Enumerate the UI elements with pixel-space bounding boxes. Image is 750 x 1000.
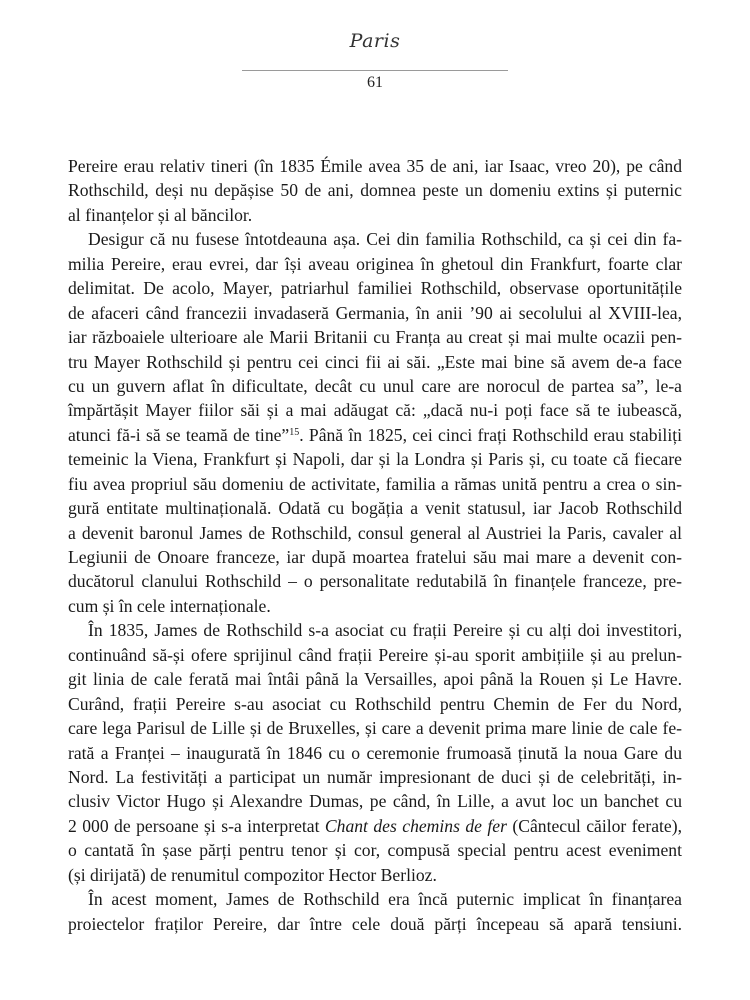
page-number: 61: [367, 74, 383, 91]
body-text: [68, 154, 682, 936]
text-line: proiectelor fraților Pereire, dar între cele două părți începeau să apară tensiuni.: [68, 913, 682, 934]
text-line: împărtășit Mayer fiilor săi și a mai adăugat că: „dacă nu-i poți face să te iubească,: [68, 400, 682, 421]
text-line: fiu avea propriul său domeniu de activitate, familia a rămas unită pentru a crea o sin-: [68, 473, 682, 494]
footnote-ref[interactable]: 15: [289, 426, 300, 438]
text-line: care lega Parisul de Lille și de Bruxelles, și care a devenit prima mare linie de cale fe-: [68, 718, 682, 739]
text-line: continuând să-și ofere sprijinul când frații Pereire și-au sporit ambițiile și au prelun-: [68, 644, 682, 665]
text-line: clusiv Victor Hugo și Alexandre Dumas, pe când, în Lille, a avut loc un banchet cu: [68, 791, 682, 812]
text-segment: atunci fă-i să se teamă de tine”: [68, 424, 290, 445]
paragraph-3: [68, 618, 682, 887]
text-line: cum și în cele internaționale.: [68, 595, 271, 616]
text-line-with-footnote: [68, 423, 682, 447]
paragraph-2: [68, 227, 682, 618]
text-line: milia Pereire, erau evrei, dar își aveau originea în ghetoul din Frankfurt, foarte clar: [68, 253, 682, 274]
paragraph-4: [68, 887, 682, 936]
text-line: Rothschild, deși nu depășise 50 de ani, domnea peste un domeniu extins și puternic: [68, 180, 682, 201]
text-line: Legiunii de Onoare franceze, iar după moartea fratelui său mai mare a devenit con-: [68, 547, 682, 567]
paragraph-1: [68, 154, 682, 227]
text-line: Desigur că nu fusese întotdeauna așa. Cei din familia Rothschild, ca și cei din fa-: [88, 229, 682, 250]
text-line: de afaceri când francezii invadaseră Germania, în anii ’90 ai secolului al XVIII-lea,: [68, 302, 682, 323]
header-rule: [242, 70, 508, 71]
text-line: iar războaiele ulterioare ale Marii Britanii cu Franța au creat și mai multe ocazii pen-: [68, 327, 682, 348]
text-line: git linia de cale ferată mai întâi până la Versailles, apoi până la Rouen și Le Havre.: [68, 669, 682, 690]
text-line: Nord. La festivități a participat un număr impresionant de duci și de celebrități, in-: [68, 766, 682, 787]
text-segment: 2 000 de persoane și s-a interpretat: [68, 815, 325, 836]
text-line: rată a Franței – inaugurată în 1846 cu o ceremonie frumoasă ținută la noua Gare du: [68, 742, 682, 763]
running-head-title: Paris: [349, 30, 401, 52]
text-line: (și dirijată) de renumitul compozitor Hector Berlioz.: [68, 864, 437, 885]
text-line: gură entitate multinațională. Odată cu bogăția a venit statusul, iar Jacob Rothschild: [68, 498, 682, 519]
text-line: o cantată în șase părți pentru tenor și cor, compusă special pentru acest eveniment: [68, 840, 682, 861]
text-line: tru Mayer Rothschild și pentru cei cinci fii ai săi. „Este mai bine să avem de-a face: [68, 351, 682, 372]
text-line: ducătorul clanului Rothschild – o personalitate redutabilă în finanțele franceze, pre-: [68, 571, 682, 592]
work-title: Chant des chemins de fer: [324, 815, 507, 836]
text-line: cu un guvern aflat în dificultate, decât cu unul care are norocul de partea sa”, le-a: [68, 375, 682, 396]
text-segment: . Până în 1825, cei cinci frați Rothschild erau stabiliți: [299, 424, 682, 445]
text-line: al finanțelor și al băncilor.: [68, 204, 253, 225]
text-line: temeinic la Viena, Frankfurt și Napoli, dar și la Londra și Paris și, cu toate că fiecare: [68, 449, 682, 470]
text-line: Curând, frații Pereire s-au asociat cu Rothschild pentru Chemin de Fer du Nord,: [68, 693, 682, 714]
text-line: delimitat. De acolo, Mayer, patriarhul familiei Rothschild, observase oportunitățile: [68, 278, 682, 299]
text-line-with-italic: [68, 814, 682, 838]
text-line: Pereire erau relativ tineri (în 1835 Émile avea 35 de ani, iar Isaac, vreo 20), pe când: [68, 156, 682, 176]
text-line: a devenit baronul James de Rothschild, consul general al Austriei la Paris, cavaler al: [68, 522, 682, 543]
text-line: În acest moment, James de Rothschild era încă puternic implicat în finanțarea: [88, 889, 682, 910]
text-line: În 1835, James de Rothschild s-a asociat cu frații Pereire și cu alți doi investitori,: [88, 620, 682, 641]
text-segment: (Cântecul căilor ferate),: [506, 815, 682, 836]
